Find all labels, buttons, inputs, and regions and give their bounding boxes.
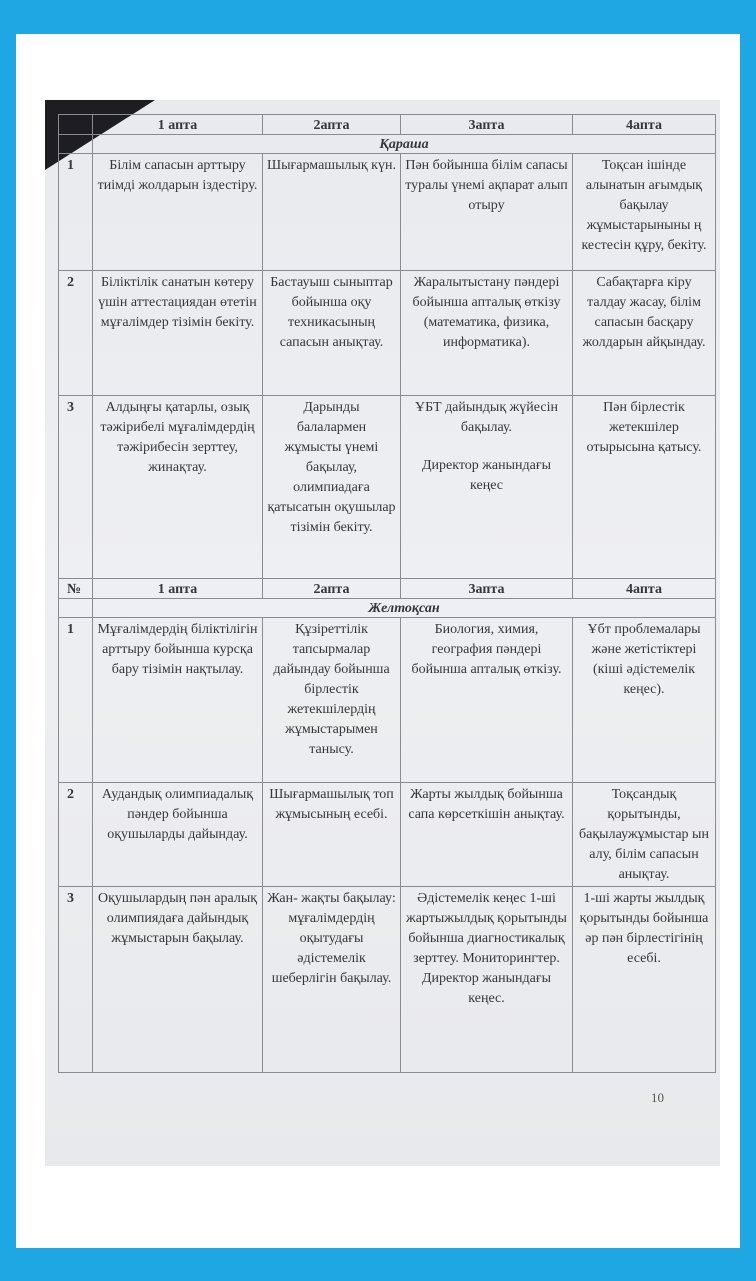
table-row (59, 618, 716, 783)
month-row (59, 135, 716, 154)
table-cell: Биология, химия, география пәндері бойынша апталық өткізу. (401, 618, 573, 783)
table-cell: Дарынды балалармен жұмысты үнемі бақылау, олимпиадаға қатысатын оқушылар тізімін бекіту. (263, 396, 401, 579)
table-cell: Шығармашылық күн. (263, 154, 401, 271)
table-cell (401, 396, 573, 579)
table-header-row (59, 115, 716, 135)
row-number: 3 (59, 887, 93, 1073)
header-num-cell: № (59, 579, 93, 599)
header-cell: 3апта (401, 579, 573, 599)
header-cell: 3апта (401, 115, 573, 135)
table-row (59, 887, 716, 1073)
table-row (59, 783, 716, 887)
table-cell: Құзіреттілік тапсырмалар дайындау бойынша бірлестік жетекшілердің жұмыстарымен танысу. (263, 618, 401, 783)
table-cell: Әдістемелік кеңес 1-ші жартыжылдық қорытынды бойынша диагностикалық зерттеу. Мониторингтер. Директор жанындағы кеңес. (401, 887, 573, 1073)
table-cell: Мұғалімдердің біліктілігін арттыру бойынша курсқа бару тізімін нақтылау. (93, 618, 263, 783)
table-cell: Оқушылардың пән аралық олимпиядаға дайындық жұмыстарын бақылау. (93, 887, 263, 1073)
table-cell: Жарты жылдық бойынша сапа көрсеткішін анықтау. (401, 783, 573, 887)
table-cell: Біліктілік санатын көтеру үшін аттестациядан өтетін мұғалімдер тізімін бекіту. (93, 271, 263, 396)
table-cell: Сабақтарға кіру талдау жасау, білім сапасын басқару жолдарын айқындау. (573, 271, 716, 396)
header-cell: 2апта (263, 115, 401, 135)
header-cell: 2апта (263, 579, 401, 599)
table-cell: Жан- жақты бақылау: мұғалімдердің оқытудағы әдістемелік шеберлігін бақылау. (263, 887, 401, 1073)
row-number: 2 (59, 271, 93, 396)
table-cell: Бастауыш сыныптар бойынша оқу техникасының сапасын анықтау. (263, 271, 401, 396)
table-cell: 1-ші жарты жылдық қорытынды бойынша әр пән бірлестігінің есебі. (573, 887, 716, 1073)
row-number: 2 (59, 783, 93, 887)
table-header-row (59, 579, 716, 599)
plan-table (58, 114, 716, 1073)
table-row (59, 271, 716, 396)
month-num-cell (59, 599, 93, 618)
page-number: 10 (651, 1090, 664, 1105)
table-cell: Алдыңғы қатарлы, озық тәжірибелі мұғалімдердің тәжірибесін зерттеу, жинақтау. (93, 396, 263, 579)
table-cell: Жаралытыстану пәндері бойынша апталық өткізу (математика, физика, информатика). (401, 271, 573, 396)
month-title: Желтоқсан (93, 599, 716, 618)
cell-line: Директор жанындағы кеңес (421, 458, 552, 493)
table-row (59, 396, 716, 579)
table-cell: Ұбт проблемалары және жетістіктері (кіші әдістемелік кеңес). (573, 618, 716, 783)
table-cell: Пән бірлестік жетекшілер отырысына қатысу. (573, 396, 716, 579)
table-cell: Білім сапасын арттыру тиімді жолдарын іздестіру. (93, 154, 263, 271)
table-cell: Шығармашылық топ жұмысының есебі. (263, 783, 401, 887)
cell-line: ҰБТ дайындық жүйесін бақылау. (415, 400, 558, 435)
month-title: Қараша (93, 135, 716, 154)
table-cell: Аудандық олимпиадалық пәндер бойынша оқушыларды дайындау. (93, 783, 263, 887)
row-number: 3 (59, 396, 93, 579)
header-cell: 1 апта (93, 115, 263, 135)
row-number: 1 (59, 154, 93, 271)
table-cell: Пән бойынша білім сапасы туралы үнемі ақпарат алып отыру (401, 154, 573, 271)
header-cell: 4апта (573, 579, 716, 599)
table-cell: Тоқсандық қорытынды, бақылаужұмыстар ын алу, білім сапасын анықтау. (573, 783, 716, 887)
table-cell: Тоқсан ішінде алынатын ағымдық бақылау жұмыстарыныны ң кестесін құру, бекіту. (573, 154, 716, 271)
header-num-cell (59, 115, 93, 135)
row-number: 1 (59, 618, 93, 783)
month-row (59, 599, 716, 618)
table-row (59, 154, 716, 271)
header-cell: 4апта (573, 115, 716, 135)
header-cell: 1 апта (93, 579, 263, 599)
document-photo (45, 100, 720, 1166)
month-num-cell (59, 135, 93, 154)
